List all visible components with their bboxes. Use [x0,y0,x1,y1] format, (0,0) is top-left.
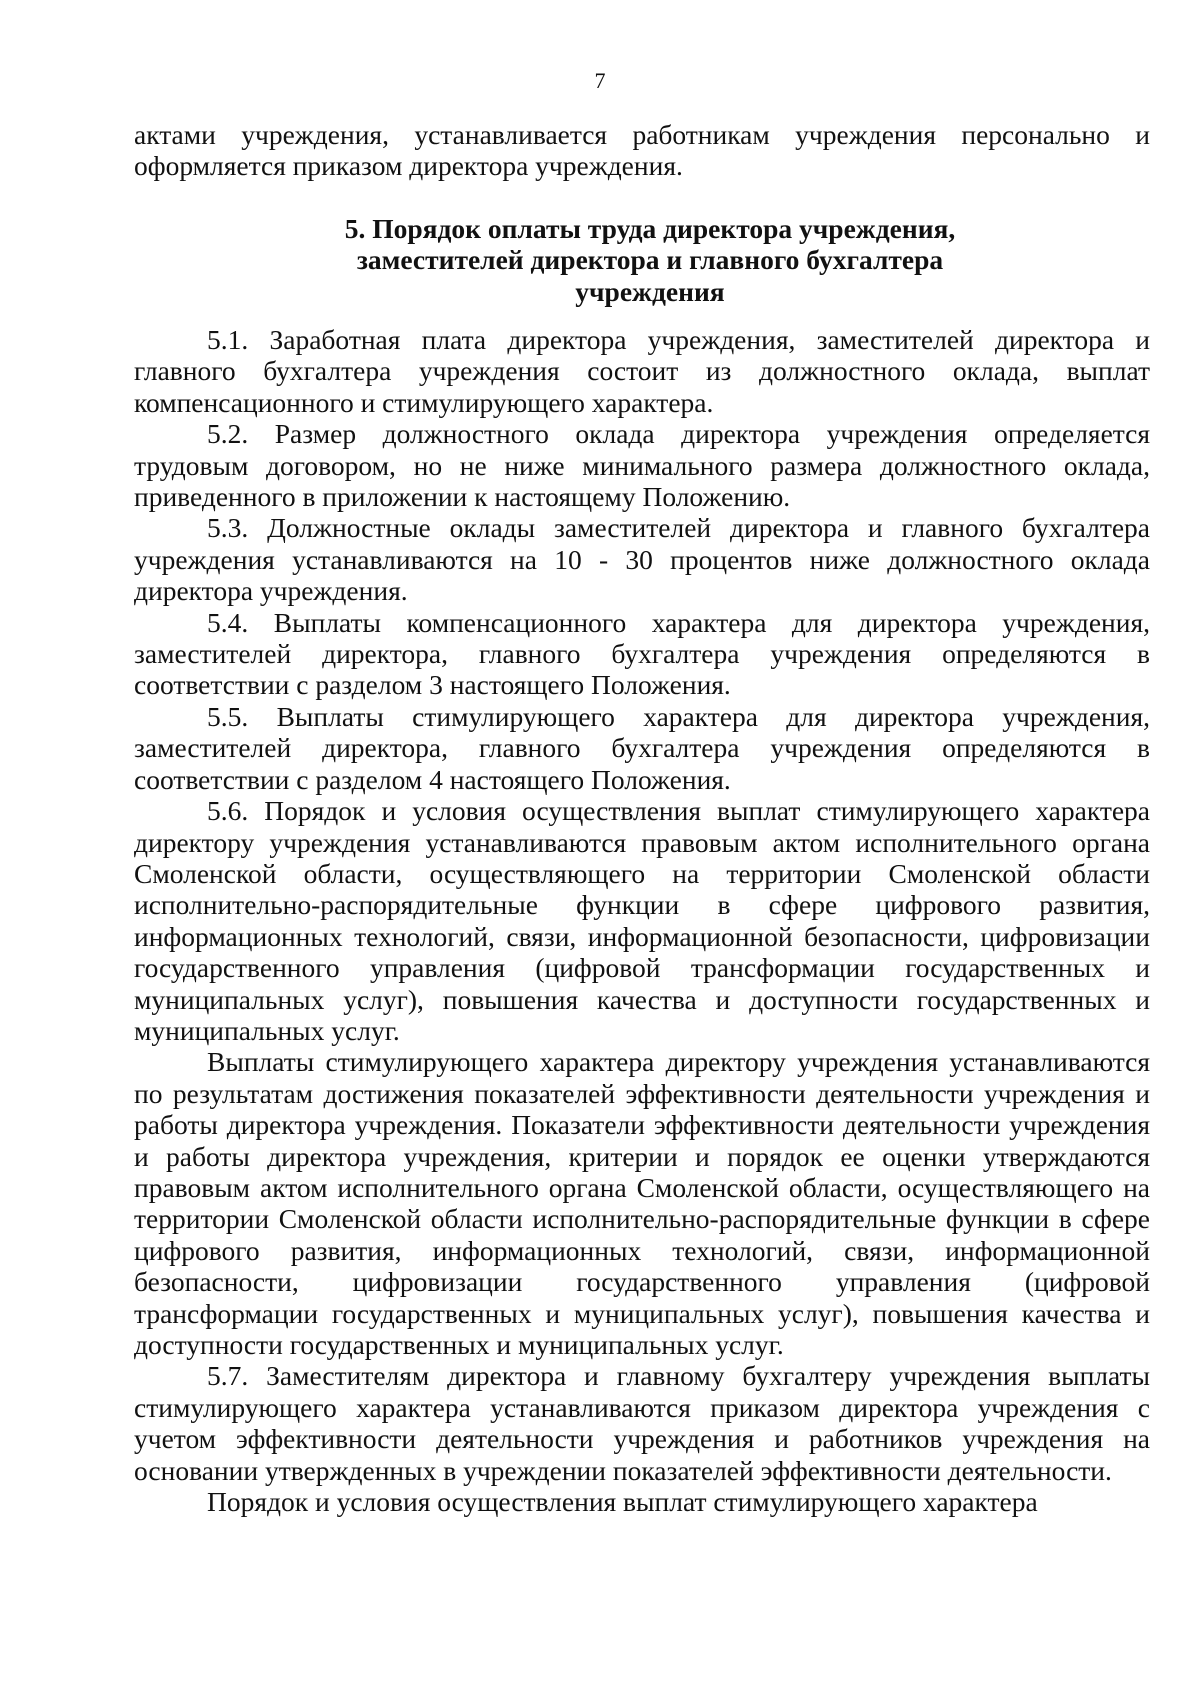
paragraph-5-7: 5.7. Заместителям директора и главному бухгалтеру учреждения выплаты стимулирующего характера устанавливаются приказом директора учреждения с учетом эффективности деятельности учреждения и работников учреждения на основании утвержденных в учреждении показателей эффективности деятельности. [134,1360,1150,1486]
section-body [134,324,1150,1517]
paragraph-5-6-continued: Выплаты стимулирующего характера директору учреждения устанавливаются по результатам достижения показателей эффективности деятельности учреждения и работы директора учреждения. Показатели эффективности деятельности учреждения и работы директора учреждения, критерии и порядок ее оценки утверждаются правовым актом исполнительного органа Смоленской области, осуществляющего на территории Смоленской области исполнительно-распорядительные функции в сфере цифрового развития, информационных технологий, связи, информационной безопасности, цифровизации государственного управления (цифровой трансформации государственных и муниципальных услуг), повышения качества и доступности государственных и муниципальных услуг. [134,1046,1150,1360]
section-title-line-1: 5. Порядок оплаты труда директора учреждения, [344,213,956,244]
section-title-line-2: заместителей директора и главного бухгалтера [356,244,944,276]
paragraph-5-3: 5.3. Должностные оклады заместителей директора и главного бухгалтера учреждения устанавливаются на 10 - 30 процентов ниже должностного оклада директора учреждения. [134,512,1150,607]
intro-paragraph: актами учреждения, устанавливается работникам учреждения персонально и оформляется приказом директора учреждения. [134,119,1150,182]
paragraph-5-5: 5.5. Выплаты стимулирующего характера для директора учреждения, заместителей директора, главного бухгалтера учреждения определяются в соответствии с разделом 4 настоящего Положения. [134,700,1150,795]
paragraph-5-1: 5.1. Заработная плата директора учреждения, заместителей директора и главного бухгалтера учреждения состоит из должностного оклада, выплат компенсационного и стимулирующего характера. [134,324,1150,418]
paragraph-5-4: 5.4. Выплаты компенсационного характера для директора учреждения, заместителей директора, главного бухгалтера учреждения определяются в соответствии с разделом 3 настоящего Положения. [134,606,1150,701]
section-title [250,213,1050,307]
intro-text-block [134,119,1150,182]
paragraph-5-2: 5.2. Размер должностного оклада директора учреждения определяется трудовым договором, но не ниже минимального размера должностного оклада, приведенного в приложении к настоящему Положению. [134,418,1150,513]
paragraph-5-6: 5.6. Порядок и условия осуществления выплат стимулирующего характера директору учреждения устанавливаются правовым актом исполнительного органа Смоленской области, осуществляющего на территории Смоленской области исполнительно-распорядительные функции в сфере цифрового развития, информационных технологий, связи, информационной безопасности, цифровизации государственного управления (цифровой трансформации государственных и муниципальных услуг), повышения качества и доступности государственных и муниципальных услуг. [134,795,1150,1046]
paragraph-5-7-continued: Порядок и условия осуществления выплат стимулирующего характера [207,1486,1038,1518]
section-title-line-3: учреждения [575,275,725,307]
page-number: 7 [594,68,606,93]
